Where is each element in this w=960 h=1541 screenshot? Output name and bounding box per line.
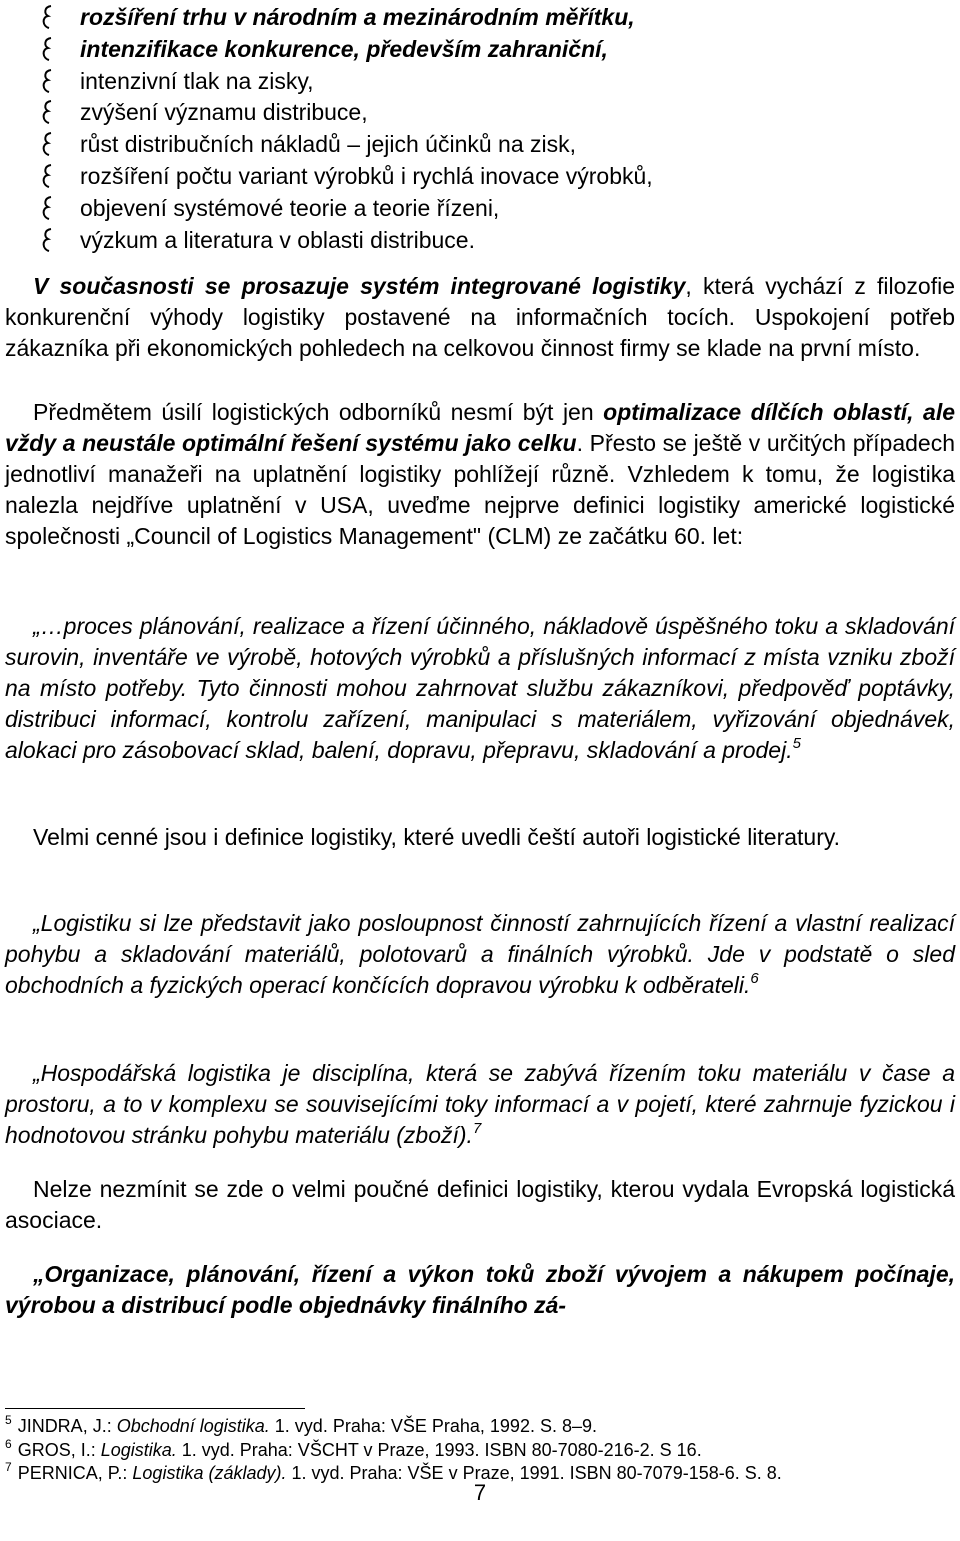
quote-clm-definition <box>5 611 955 766</box>
paragraph-text: , která vychází z filozofie konkurenční výhody logistiky postavené na informačních tocích. Uspokojení potřeb zákazníka při ekonomických pohledech na celkovou činnost firmy se klade na první místo. <box>5 273 955 361</box>
quote-economic-logistics <box>5 1058 955 1151</box>
footnote <box>5 1415 955 1439</box>
bullet-mark-icon <box>40 36 56 62</box>
quote-text: „Organizace, plánování, řízení a výkon toků zboží vývojem a nákupem počínaje, výrobou a distribucí podle objednávky finálního zá- <box>5 1261 955 1318</box>
list-item <box>40 2 653 34</box>
footnote-number: 6 <box>5 1436 12 1451</box>
footnote-title: Logistika. <box>100 1439 177 1460</box>
list-item <box>40 129 653 161</box>
list-item-text: zvýšení významu distribuce, <box>80 99 368 126</box>
footnote-author: PERNICA, P.: <box>17 1463 133 1483</box>
bullet-mark-icon <box>40 227 56 253</box>
bullet-mark-icon <box>40 195 56 221</box>
list-item <box>40 193 653 225</box>
paragraph-text: Předmětem úsilí logistických odborníků nesmí být jen <box>33 399 604 425</box>
footnote-separator <box>5 1408 305 1409</box>
list-item-text: intenzivní tlak na zisky, <box>80 67 314 94</box>
bullet-mark-icon <box>40 99 56 125</box>
list-item <box>40 97 653 129</box>
footnote-author: JINDRA, J.: <box>17 1416 117 1436</box>
footnote-title: Obchodní logistika. <box>116 1416 270 1436</box>
footnote-rest: 1. vyd. Praha: VŠE Praha, 1992. S. 8–9. <box>269 1416 597 1436</box>
footnote-ref: 7 <box>472 1119 482 1137</box>
footnote-rest: 1. vyd. Praha: VŠCHT v Praze, 1993. ISBN 80-7080-216-2. S 16. <box>176 1439 702 1460</box>
list-item <box>40 66 653 98</box>
quote-logistics-definition <box>5 908 955 1001</box>
bullet-mark-icon <box>40 163 56 189</box>
footnote-title: Logistika (základy). <box>132 1463 287 1483</box>
list-item-text: objevení systémové teorie a teorie řízeni, <box>80 194 500 221</box>
bullet-list <box>40 2 653 256</box>
paragraph-text: Velmi cenné jsou i definice logistiky, které uvedli čeští autoři logistické literatury. <box>33 824 841 850</box>
footnote-rest: 1. vyd. Praha: VŠE v Praze, 1991. ISBN 80-7079-158-6. S. 8. <box>286 1463 782 1483</box>
list-item-text: intenzifikace konkurence, především zahraniční, <box>80 35 608 62</box>
paragraph-lead: V současnosti se prosazuje systém integrované logistiky <box>33 273 686 299</box>
list-item <box>40 225 653 257</box>
paragraph-european-association <box>5 1174 955 1236</box>
footnote <box>5 1436 955 1463</box>
page-number: 7 <box>473 1480 487 1505</box>
footnote-number: 5 <box>5 1413 12 1427</box>
footnote-author: GROS, I.: <box>17 1439 101 1460</box>
paragraph-text: . Přesto se ještě v určitých případech jednotliví manažeři na uplatnění logistiky pohlížejí různě. Vzhledem k tomu, že logistika nalezla nejdříve uplatnění v USA, uveďme nejprve definici logistiky americké logistické společnosti „Council of Logistics Management" (CLM) ze začátku 60. let: <box>5 429 955 549</box>
list-item-text: růst distribučních nákladů – jejich účinků na zisk, <box>80 131 577 158</box>
list-item-text: rozšíření trhu v národním a mezinárodním měřítku, <box>80 4 635 30</box>
footnotes <box>5 1415 955 1486</box>
list-item-text: rozšíření počtu variant výrobků i rychlá inovace výrobků, <box>80 162 653 189</box>
quote-text: „Logistiku si lze představit jako posloupnost činností zahrnujících řízení a vlastní realizací pohybu a skladování materiálů, polotovarů a finálních výrobků. Jde v podstatě o sled obchodních a fyzických operací končících dopravou výrobku k odběrateli. <box>5 910 955 998</box>
bullet-mark-icon <box>40 4 56 30</box>
paragraph-emphasis: optimalizace dílčích oblastí, ale vždy a neustále optimální řešení systému jako celku <box>5 399 956 456</box>
paragraph-text: Nelze nezmínit se zde o velmi poučné definici logistiky, kterou vydala Evropská logistická asociace. <box>5 1176 955 1233</box>
quote-european-definition <box>5 1259 955 1321</box>
list-item-text: výzkum a literatura v oblasti distribuce. <box>80 226 475 253</box>
list-item <box>40 34 653 66</box>
quote-text: „…proces plánování, realizace a řízení účinného, nákladově úspěšného toku a skladování surovin, inventáře ve výrobě, hotových výrobků a příslušných informací z místa vzniku zboží na místo potřeby. Tyto činnosti mohou zahrnovat službu zákazníkovi, předpověď poptávky, distribuci informací, kontrolu zařízení, manipulaci s materiálem, vyřizování objednávek, alokaci pro zásobovací sklad, balení, dopravu, přepravu, skladování a prodej. <box>5 613 955 763</box>
footnote-number: 7 <box>5 1460 12 1474</box>
paragraph-objective <box>5 397 955 552</box>
footnote-ref: 5 <box>792 734 801 752</box>
paragraph-czech-authors <box>5 822 955 853</box>
quote-text: „Hospodářská logistika je disciplína, která se zabývá řízením toku materiálu v čase a prostoru, a to v komplexu se souvisejícími toky informací a v pojetí, které zahrnuje fyzickou i hodnotovou stránku pohybu materiálu (zboží). <box>5 1060 955 1148</box>
bullet-mark-icon <box>40 68 56 94</box>
paragraph-integrated-logistics <box>5 271 955 364</box>
bullet-mark-icon <box>40 131 56 157</box>
footnote-ref: 6 <box>750 969 759 987</box>
list-item <box>40 161 653 193</box>
